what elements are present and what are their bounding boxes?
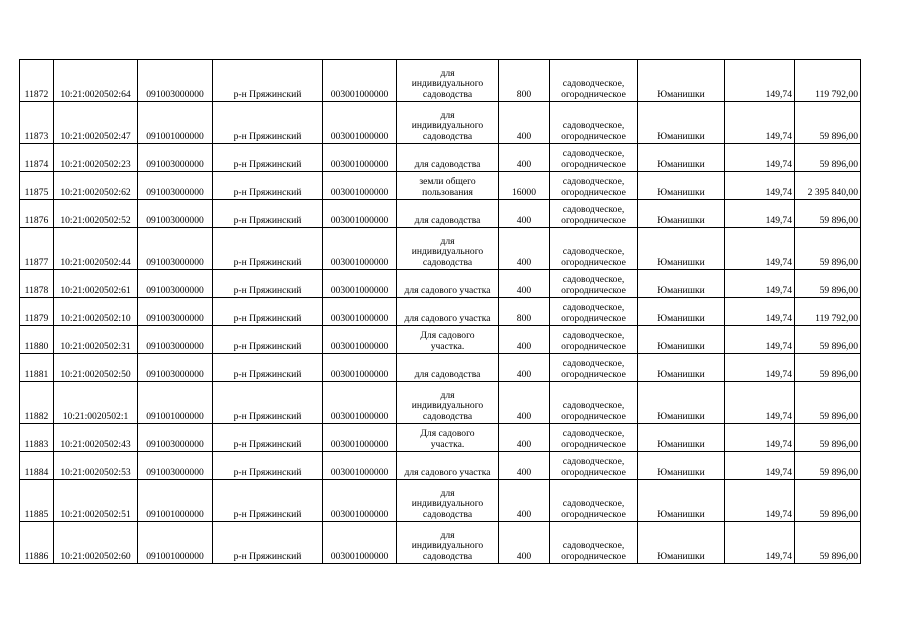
cell-area: 400 <box>499 382 550 424</box>
table-row <box>20 102 861 144</box>
cell-use-category-line: огородническое <box>561 368 626 380</box>
cell-zone-code: 003001000000 <box>323 60 397 102</box>
cell-use-category-line: огородническое <box>561 186 626 198</box>
cell-permitted-use-line: для <box>440 487 455 499</box>
cell-zone-code: 003001000000 <box>323 200 397 228</box>
cell-cadastral-value: 59 896,00 <box>795 228 861 270</box>
cell-specific-value: 149,74 <box>725 424 795 452</box>
cell-okato-code: 091003000000 <box>138 354 213 382</box>
cell-locality: Юманишки <box>638 326 725 354</box>
cell-district: р-н Пряжинский <box>213 298 323 326</box>
cell-specific-value: 149,74 <box>725 326 795 354</box>
cell-permitted-use-line: индивидуального <box>411 78 484 89</box>
cell-record-number: 11874 <box>20 144 54 172</box>
cell-cadastral-number: 10:21:0020502:62 <box>54 172 138 200</box>
cell-cadastral-value: 59 896,00 <box>795 102 861 144</box>
registry-table-body <box>20 60 861 564</box>
cell-use-category-line: огородническое <box>561 284 626 296</box>
cell-district: р-н Пряжинский <box>213 102 323 144</box>
cell-use-category-line: садоводческое, <box>562 330 625 341</box>
cell-use-category <box>550 354 638 382</box>
cell-zone-code: 003001000000 <box>323 102 397 144</box>
cell-district: р-н Пряжинский <box>213 382 323 424</box>
cell-area: 400 <box>499 228 550 270</box>
cell-district: р-н Пряжинский <box>213 480 323 522</box>
cell-cadastral-number: 10:21:0020502:60 <box>54 522 138 564</box>
cell-use-category <box>550 102 638 144</box>
cell-area: 16000 <box>499 172 550 200</box>
cell-permitted-use-line: пользования <box>422 186 473 198</box>
cell-permitted-use-line: садоводства <box>422 410 473 422</box>
cell-use-category-line: садоводческое, <box>562 400 625 411</box>
cell-locality: Юманишки <box>638 270 725 298</box>
table-row <box>20 354 861 382</box>
table-row <box>20 326 861 354</box>
table-row <box>20 172 861 200</box>
cell-record-number: 11882 <box>20 382 54 424</box>
cell-permitted-use-line: индивидуального <box>411 246 484 257</box>
cell-specific-value: 149,74 <box>725 522 795 564</box>
cell-permitted-use <box>397 452 499 480</box>
cell-cadastral-number: 10:21:0020502:61 <box>54 270 138 298</box>
cell-record-number: 11878 <box>20 270 54 298</box>
table-row <box>20 522 861 564</box>
cell-zone-code: 003001000000 <box>323 172 397 200</box>
table-row <box>20 382 861 424</box>
cell-permitted-use <box>397 144 499 172</box>
cell-cadastral-value: 59 896,00 <box>795 200 861 228</box>
cell-zone-code: 003001000000 <box>323 382 397 424</box>
cell-cadastral-value: 119 792,00 <box>795 298 861 326</box>
cell-permitted-use-line: садоводства <box>422 256 473 268</box>
cell-area: 400 <box>499 424 550 452</box>
cell-area: 400 <box>499 144 550 172</box>
cell-zone-code: 003001000000 <box>323 452 397 480</box>
cell-district: р-н Пряжинский <box>213 522 323 564</box>
cell-specific-value: 149,74 <box>725 144 795 172</box>
table-row <box>20 200 861 228</box>
cell-record-number: 11880 <box>20 326 54 354</box>
cell-permitted-use <box>397 102 499 144</box>
cell-cadastral-number: 10:21:0020502:44 <box>54 228 138 270</box>
cell-area: 400 <box>499 480 550 522</box>
cell-use-category <box>550 452 638 480</box>
cell-zone-code: 003001000000 <box>323 522 397 564</box>
cell-permitted-use-line: для садового участка <box>404 284 491 296</box>
cell-locality: Юманишки <box>638 298 725 326</box>
cell-cadastral-number: 10:21:0020502:31 <box>54 326 138 354</box>
cell-okato-code: 091003000000 <box>138 424 213 452</box>
cell-cadastral-number: 10:21:0020502:52 <box>54 200 138 228</box>
cell-okato-code: 091003000000 <box>138 298 213 326</box>
table-row <box>20 228 861 270</box>
cell-record-number: 11873 <box>20 102 54 144</box>
cell-permitted-use-line: для садового участка <box>404 466 491 478</box>
cell-use-category <box>550 382 638 424</box>
cell-use-category <box>550 326 638 354</box>
cell-use-category-line: садоводческое, <box>562 120 625 131</box>
cell-use-category-line: садоводческое, <box>562 204 625 215</box>
cell-specific-value: 149,74 <box>725 354 795 382</box>
cell-permitted-use-line: Для садового <box>420 330 475 341</box>
cell-locality: Юманишки <box>638 144 725 172</box>
cell-cadastral-value: 59 896,00 <box>795 144 861 172</box>
cell-permitted-use <box>397 200 499 228</box>
cell-area: 400 <box>499 200 550 228</box>
cell-record-number: 11885 <box>20 480 54 522</box>
cell-okato-code: 091003000000 <box>138 60 213 102</box>
cell-use-category-line: огородническое <box>561 312 626 324</box>
cell-zone-code: 003001000000 <box>323 228 397 270</box>
cell-locality: Юманишки <box>638 200 725 228</box>
cell-permitted-use-line: садоводства <box>422 88 473 100</box>
cell-area: 400 <box>499 326 550 354</box>
cell-use-category-line: огородническое <box>561 466 626 478</box>
cell-record-number: 11884 <box>20 452 54 480</box>
cell-permitted-use <box>397 522 499 564</box>
cell-cadastral-number: 10:21:0020502:23 <box>54 144 138 172</box>
cell-cadastral-value: 59 896,00 <box>795 326 861 354</box>
table-row <box>20 480 861 522</box>
cell-use-category-line: садоводческое, <box>562 78 625 89</box>
cell-record-number: 11886 <box>20 522 54 564</box>
cell-record-number: 11877 <box>20 228 54 270</box>
cell-specific-value: 149,74 <box>725 200 795 228</box>
cell-use-category <box>550 200 638 228</box>
cell-permitted-use-line: Для садового <box>420 428 475 439</box>
cell-use-category-line: огородническое <box>561 88 626 100</box>
cell-locality: Юманишки <box>638 424 725 452</box>
cell-use-category <box>550 228 638 270</box>
cell-cadastral-value: 59 896,00 <box>795 354 861 382</box>
cell-district: р-н Пряжинский <box>213 354 323 382</box>
cell-permitted-use-line: садоводства <box>422 508 473 520</box>
cell-use-category-line: садоводческое, <box>562 456 625 467</box>
cell-use-category <box>550 60 638 102</box>
cell-permitted-use-line: участка. <box>430 438 465 450</box>
cell-permitted-use <box>397 480 499 522</box>
cell-zone-code: 003001000000 <box>323 424 397 452</box>
cell-permitted-use-line: для <box>440 529 455 541</box>
cell-district: р-н Пряжинский <box>213 200 323 228</box>
cell-locality: Юманишки <box>638 60 725 102</box>
cell-district: р-н Пряжинский <box>213 326 323 354</box>
cell-area: 400 <box>499 452 550 480</box>
table-row <box>20 424 861 452</box>
cell-use-category-line: огородническое <box>561 256 626 268</box>
cell-permitted-use-line: для <box>440 389 455 401</box>
cell-permitted-use <box>397 298 499 326</box>
cell-cadastral-number: 10:21:0020502:47 <box>54 102 138 144</box>
cell-district: р-н Пряжинский <box>213 172 323 200</box>
cell-specific-value: 149,74 <box>725 480 795 522</box>
cell-record-number: 11876 <box>20 200 54 228</box>
cell-record-number: 11872 <box>20 60 54 102</box>
cell-zone-code: 003001000000 <box>323 354 397 382</box>
cell-use-category <box>550 172 638 200</box>
cell-locality: Юманишки <box>638 382 725 424</box>
cell-cadastral-number: 10:21:0020502:64 <box>54 60 138 102</box>
cell-use-category <box>550 522 638 564</box>
cell-permitted-use <box>397 60 499 102</box>
cell-cadastral-number: 10:21:0020502:1 <box>54 382 138 424</box>
cell-area: 400 <box>499 522 550 564</box>
cell-zone-code: 003001000000 <box>323 480 397 522</box>
cell-okato-code: 091003000000 <box>138 200 213 228</box>
cell-district: р-н Пряжинский <box>213 424 323 452</box>
cell-cadastral-number: 10:21:0020502:53 <box>54 452 138 480</box>
cell-record-number: 11879 <box>20 298 54 326</box>
cell-area: 800 <box>499 60 550 102</box>
cell-permitted-use-line: индивидуального <box>411 498 484 509</box>
cell-use-category <box>550 144 638 172</box>
cell-record-number: 11881 <box>20 354 54 382</box>
cell-use-category-line: огородническое <box>561 508 626 520</box>
cell-use-category-line: садоводческое, <box>562 358 625 369</box>
cell-use-category <box>550 270 638 298</box>
cell-locality: Юманишки <box>638 102 725 144</box>
cell-use-category-line: огородническое <box>561 550 626 562</box>
cell-locality: Юманишки <box>638 480 725 522</box>
table-row <box>20 60 861 102</box>
cell-okato-code: 091001000000 <box>138 522 213 564</box>
cell-use-category-line: садоводческое, <box>562 148 625 159</box>
cell-okato-code: 091001000000 <box>138 102 213 144</box>
cell-okato-code: 091003000000 <box>138 172 213 200</box>
cell-use-category-line: садоводческое, <box>562 498 625 509</box>
cell-locality: Юманишки <box>638 172 725 200</box>
cell-cadastral-number: 10:21:0020502:43 <box>54 424 138 452</box>
cell-locality: Юманишки <box>638 522 725 564</box>
cell-use-category-line: садоводческое, <box>562 246 625 257</box>
cell-use-category <box>550 298 638 326</box>
cell-permitted-use-line: земли общего <box>419 176 476 187</box>
cell-use-category-line: садоводческое, <box>562 428 625 439</box>
cell-permitted-use-line: индивидуального <box>411 120 484 131</box>
cell-district: р-н Пряжинский <box>213 60 323 102</box>
cell-record-number: 11875 <box>20 172 54 200</box>
cell-specific-value: 149,74 <box>725 102 795 144</box>
cell-permitted-use-line: для садоводства <box>414 214 481 226</box>
cell-use-category-line: огородническое <box>561 438 626 450</box>
table-row <box>20 144 861 172</box>
cell-specific-value: 149,74 <box>725 172 795 200</box>
cell-cadastral-value: 59 896,00 <box>795 424 861 452</box>
cell-specific-value: 149,74 <box>725 228 795 270</box>
cell-cadastral-value: 59 896,00 <box>795 382 861 424</box>
cell-use-category-line: огородническое <box>561 214 626 226</box>
cell-specific-value: 149,74 <box>725 298 795 326</box>
cell-district: р-н Пряжинский <box>213 270 323 298</box>
land-registry-table <box>19 59 861 564</box>
table-row <box>20 298 861 326</box>
cell-locality: Юманишки <box>638 228 725 270</box>
cell-permitted-use-line: индивидуального <box>411 400 484 411</box>
cell-cadastral-number: 10:21:0020502:50 <box>54 354 138 382</box>
cell-permitted-use <box>397 270 499 298</box>
cell-okato-code: 091003000000 <box>138 326 213 354</box>
cell-cadastral-value: 119 792,00 <box>795 60 861 102</box>
cell-zone-code: 003001000000 <box>323 298 397 326</box>
cell-cadastral-value: 59 896,00 <box>795 480 861 522</box>
cell-permitted-use-line: для садового участка <box>404 312 491 324</box>
cell-permitted-use-line: для <box>440 109 455 121</box>
cell-permitted-use <box>397 172 499 200</box>
cell-okato-code: 091001000000 <box>138 382 213 424</box>
cell-cadastral-number: 10:21:0020502:10 <box>54 298 138 326</box>
cell-area: 400 <box>499 354 550 382</box>
cell-permitted-use <box>397 382 499 424</box>
cell-okato-code: 091003000000 <box>138 144 213 172</box>
cell-permitted-use-line: для садоводства <box>414 368 481 380</box>
cell-locality: Юманишки <box>638 354 725 382</box>
cell-district: р-н Пряжинский <box>213 144 323 172</box>
cell-area: 400 <box>499 102 550 144</box>
cell-zone-code: 003001000000 <box>323 326 397 354</box>
cell-locality: Юманишки <box>638 452 725 480</box>
table-row <box>20 270 861 298</box>
cell-use-category-line: садоводческое, <box>562 302 625 313</box>
cell-okato-code: 091003000000 <box>138 228 213 270</box>
cell-permitted-use-line: садоводства <box>422 550 473 562</box>
cell-permitted-use <box>397 354 499 382</box>
cell-permitted-use-line: индивидуального <box>411 540 484 551</box>
cell-permitted-use <box>397 326 499 354</box>
cell-permitted-use-line: участка. <box>430 340 465 352</box>
cell-use-category-line: огородническое <box>561 410 626 422</box>
cell-use-category-line: садоводческое, <box>562 176 625 187</box>
cell-area: 400 <box>499 270 550 298</box>
cell-use-category-line: огородническое <box>561 340 626 352</box>
cell-okato-code: 091001000000 <box>138 480 213 522</box>
cell-specific-value: 149,74 <box>725 382 795 424</box>
cell-use-category <box>550 424 638 452</box>
cell-zone-code: 003001000000 <box>323 270 397 298</box>
cell-permitted-use-line: для <box>440 67 455 79</box>
cell-permitted-use-line: садоводства <box>422 130 473 142</box>
cell-permitted-use <box>397 228 499 270</box>
table-row <box>20 452 861 480</box>
cell-permitted-use-line: для <box>440 235 455 247</box>
cell-use-category-line: садоводческое, <box>562 540 625 551</box>
cell-specific-value: 149,74 <box>725 60 795 102</box>
cell-record-number: 11883 <box>20 424 54 452</box>
cell-cadastral-number: 10:21:0020502:51 <box>54 480 138 522</box>
cell-zone-code: 003001000000 <box>323 144 397 172</box>
cell-district: р-н Пряжинский <box>213 228 323 270</box>
cell-cadastral-value: 2 395 840,00 <box>795 172 861 200</box>
cell-permitted-use-line: для садоводства <box>414 158 481 170</box>
cell-cadastral-value: 59 896,00 <box>795 270 861 298</box>
cell-use-category-line: огородническое <box>561 130 626 142</box>
cell-specific-value: 149,74 <box>725 452 795 480</box>
cell-use-category-line: садоводческое, <box>562 274 625 285</box>
cell-use-category <box>550 480 638 522</box>
cell-area: 800 <box>499 298 550 326</box>
cell-district: р-н Пряжинский <box>213 452 323 480</box>
cell-cadastral-value: 59 896,00 <box>795 522 861 564</box>
cell-specific-value: 149,74 <box>725 270 795 298</box>
cell-okato-code: 091003000000 <box>138 452 213 480</box>
cell-okato-code: 091003000000 <box>138 270 213 298</box>
cell-permitted-use <box>397 424 499 452</box>
cell-cadastral-value: 59 896,00 <box>795 452 861 480</box>
cell-use-category-line: огородническое <box>561 158 626 170</box>
